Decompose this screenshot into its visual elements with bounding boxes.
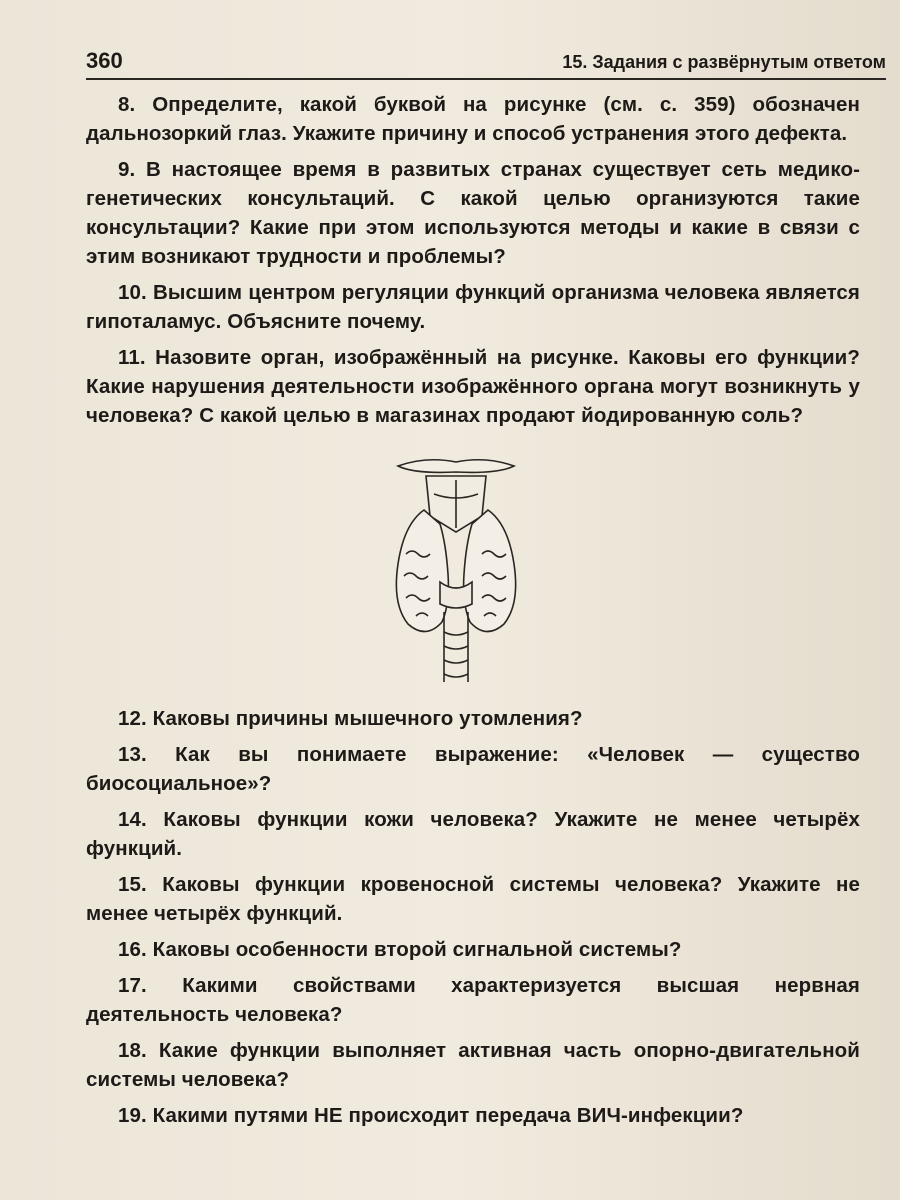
thyroid-gland-icon	[386, 454, 526, 686]
question-number: 8.	[118, 93, 136, 116]
question-15	[86, 870, 860, 928]
question-number: 13.	[118, 743, 147, 766]
question-13	[86, 740, 860, 798]
page-header	[86, 44, 886, 80]
question-number: 9.	[118, 158, 136, 181]
question-number: 15.	[118, 873, 147, 896]
question-18	[86, 1036, 860, 1094]
question-text: Каковы функции кровеносной системы человека? Укажите не менее четырёх функций.	[86, 873, 861, 925]
question-11	[86, 343, 860, 430]
question-text: Высшим центром регуляции функций организма человека является гипоталамус. Объясните почему.	[86, 281, 860, 333]
question-8	[86, 90, 860, 148]
question-text: Назовите орган, изображённый на рисунке. Каковы его функции? Какие нарушения деятельности изображённого органа могут возникнуть у человека? С какой целью в магазинах продают йодированную соль?	[86, 346, 860, 427]
question-text: Каковы особенности второй сигнальной системы?	[152, 938, 682, 961]
question-text: Какими свойствами характеризуется высшая нервная деятельность человека?	[86, 974, 860, 1026]
question-19	[86, 1101, 860, 1130]
question-text: Как вы понимаете выражение: «Человек — существо биосоциальное»?	[86, 743, 860, 795]
question-17	[86, 971, 860, 1029]
question-number: 14.	[118, 808, 147, 831]
question-number: 10.	[118, 281, 147, 304]
question-text: Какими путями НЕ происходит передача ВИЧ-инфекции?	[152, 1104, 744, 1127]
question-10	[86, 278, 860, 336]
question-number: 12.	[118, 707, 147, 730]
question-text: Какие функции выполняет активная часть опорно-двигательной системы человека?	[86, 1039, 861, 1091]
question-text: Каковы функции кожи человека? Укажите не менее четырёх функций.	[86, 808, 861, 860]
question-text: В настоящее время в развитых странах существует сеть медико-генетических консультаций. С какой целью организуются такие консультации? Какие при этом используются методы и какие в связи с этим возникают трудности и проблемы?	[86, 158, 861, 268]
question-number: 11.	[118, 346, 146, 369]
question-16	[86, 935, 860, 964]
question-number: 19.	[118, 1104, 147, 1127]
question-number: 17.	[118, 974, 147, 997]
question-text: Каковы причины мышечного утомления?	[152, 707, 583, 730]
question-9	[86, 155, 860, 271]
page-number: 360	[86, 48, 123, 73]
question-number: 18.	[118, 1039, 147, 1062]
questions-content	[86, 90, 860, 1137]
running-head: 15. Задания с развёрнутым ответом	[562, 52, 886, 72]
question-text: Определите, какой буквой на рисунке (см. с. 359) обозначен дальнозоркий глаз. Укажите причину и способ устранения этого дефекта.	[86, 93, 860, 145]
question-number: 16.	[118, 938, 147, 961]
thyroid-gland-illustration	[386, 454, 526, 686]
question-12	[86, 704, 860, 733]
question-14	[86, 805, 860, 863]
